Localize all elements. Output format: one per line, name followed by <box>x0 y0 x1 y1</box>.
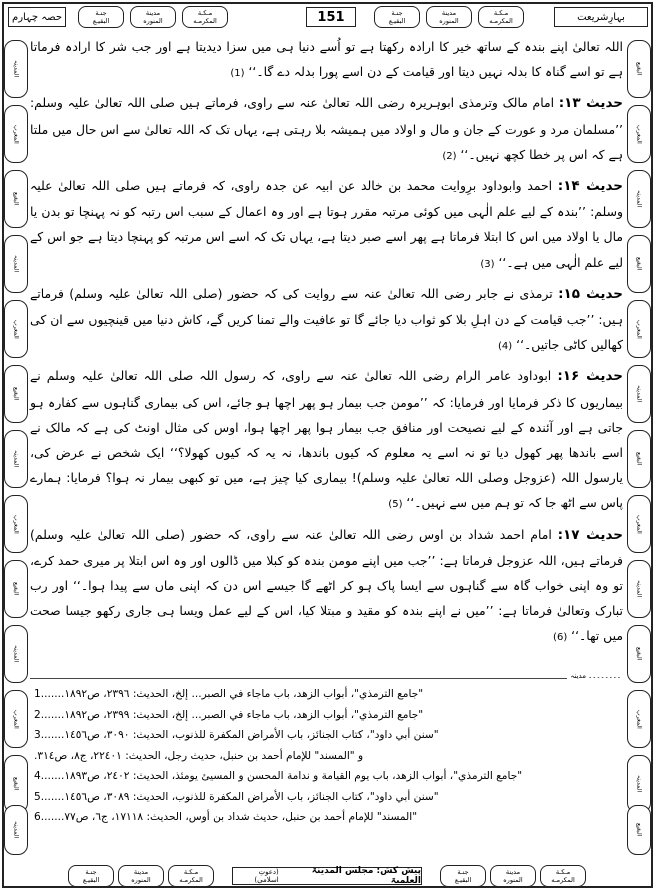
footer-badge-2: مدينة المنوره <box>118 865 164 887</box>
side-marker-right-1: البقیع <box>627 40 651 98</box>
side-marker-left-2: المغرب <box>4 105 28 163</box>
footnote-4: "جامع الترمذي"، أبواب الزهد، باب يوم القيامة و ندامة المحسن و المسيئ يومئذ، الحديث: ٢٤٠٢، ص١٨٩٣. 4...... <box>34 770 523 782</box>
intro-paragraph: اللہ تعالیٰ اپنے بندہ کے ساتھ خیر کا ارادہ رکھتا ہے تو اُسے دنیا ہی میں سزا دیدیتا ہے اور جب شر کا ارادہ فرماتا ہے تو اسے گناہ کا بدلہ نہیں دیتا اور قیامت کے دن اسے پورا بدلہ دے گا۔‘‘ (1) <box>30 39 623 80</box>
side-marker-left-5: المغرب <box>4 300 28 358</box>
side-marker-right-7: البقیع <box>627 430 651 488</box>
side-marker-right-5: المغرب <box>627 300 651 358</box>
footer-badge-3: مـكـة المكرمـه <box>168 865 214 887</box>
footnotes-header: ۔۔۔۔۔۔۔۔ مدینہ <box>567 672 624 680</box>
footnote-6: "المسند" للإمام أحمد بن حنبل، حديث شداد بن أوس، الحديث: ١٧١١٨، ج٦، ص٧٧. 6...... <box>34 811 418 823</box>
side-marker-left-9: البقیع <box>4 560 28 618</box>
footnote-5: "سنن أبي داود"، كتاب الجنائز، باب الأمراض المكفرة للذنوب، الحديث: ٣٠٨٩، ص١٤٥٦. 5...... <box>34 790 439 803</box>
side-marker-left-8: المغرب <box>4 495 28 553</box>
side-marker-right-3: المدینہ <box>627 170 651 228</box>
footnote-2: "جامع الترمذي"، أبواب الزهد، باب ماجاء في الصبر... إلخ، الحديث: ٢٣٩٩، ص١٨٩٢. 2...... <box>34 708 424 721</box>
hadith-14: حدیث ۱۴: احمد وابوداود برِوایت محمد بن خالد عن ابیہ عن جدہ راوی، کہ فرماتے ہیں صلی اللہ تعالیٰ علیہ وسلم: ’’بندہ کے لیے علم الٰہی میں کوئی مرتبہ مقرر ہوتا ہے اور وہ اعمال کے سبب اس رتبہ کو نہ پہنچا تو بدن یا مال یا اولاد میں اس کا ابتلا فرماتا ہے پھر اسے صبر دیتا ہے، یہاں تک کہ اسے اس مرتبہ کو پہنچا دیتا ہے جو اس کے لیے علم الٰہی میں ہے۔‘‘ (3) <box>30 178 623 270</box>
hadith-13: حدیث ۱۳: امام مالک وترمذی ابوہریرہ رضی اللہ تعالیٰ عنہ سے راوی، فرماتے ہیں صلی اللہ تعالیٰ علیہ وسلم: ’’مسلمان مرد و عورت کے جان و مال و اولاد میں ہمیشہ بلا رہتی ہے، یہاں تک کہ اللہ تعالیٰ سے اس حال میں ملتا ہے کہ اس پر خطا کچھ نہیں۔‘‘ (2) <box>30 95 623 162</box>
side-marker-right-9: المدینہ <box>627 560 651 618</box>
page-header <box>6 5 651 29</box>
header-badge-5: مدينة المنوره <box>426 6 472 28</box>
side-marker-right-6: المدینہ <box>627 365 651 423</box>
footer-badge-1: جنـة البقيـع <box>68 865 114 887</box>
footer-badge-6: مـكـة المكرمـه <box>540 865 586 887</box>
footnote-1: "جامع الترمذي"، أبواب الزهد، باب ماجاء في الصبر... إلخ، الحديث: ٢٣٩٦، ص١٨٩٢. 1...... <box>34 688 424 700</box>
book-title: بہارِشریعت <box>554 7 648 27</box>
side-marker-left-13: المدینہ <box>4 805 28 855</box>
side-marker-right-12: المدینہ <box>627 755 651 813</box>
side-marker-left-4: المدینہ <box>4 235 28 293</box>
side-marker-left-12: البقیع <box>4 755 28 813</box>
footnote-3: "سنن أبي داود"، كتاب الجنائز، باب الأمراض المكفرة للذنوب، الحديث: ٣٠٩٠، ص١٤٥٦. 3...... <box>34 729 439 741</box>
header-badge-3: مـكـة المكرمـه <box>182 6 228 28</box>
side-marker-left-10: المدینہ <box>4 625 28 683</box>
side-marker-right-2: المغرب <box>627 105 651 163</box>
side-marker-right-10: البقیع <box>627 625 651 683</box>
side-marker-left-3: البقیع <box>4 170 28 228</box>
header-badge-6: مـكـة المكرمـه <box>478 6 524 28</box>
side-marker-right-11: المغرب <box>627 690 651 748</box>
publisher-bar: پیش کش: مجلس المدینۃ العلمیۃ (دعوتِ اسلامی) <box>232 867 422 885</box>
page-footer <box>6 865 651 889</box>
header-badge-2: مدينة المنوره <box>130 6 176 28</box>
hadith-16: حدیث ۱۶: ابوداود عامر الرام رضی اللہ تعالیٰ عنہ سے راوی، کہ رسول اللہ صلی اللہ تعالیٰ علیہ وسلم نے بیماریوں کا ذکر فرمایا اور فرمایا: کہ ’’مومن جب بیمار ہو پھر اچھا ہو جائے، اس کی بیماری گناہوں سے کفارہ ہو جاتی ہے اور آئندہ کے لیے نصیحت اور منافق جب بیمار ہوا پھر اچھا ہوا، اوس کی مثال اونٹ کی ہے کہ مالک نے اسے باندھا پھر کھول دیا تو نہ اسے یہ معلوم کہ کیوں باندھا، نہ یہ کہ کیوں کھولا؟‘‘ ایک شخص نے عرض کی، یارسول اللہ (عزوجل وصلی اللہ تعالیٰ علیہ وسلم)! بیماری کیا چیز ہے، میں تو کبھی بیمار نہ ہوا؟ فرمایا: ہمارے پاس سے اٹھ جا کہ تو ہم میں سے نہیں۔‘‘ (5) <box>30 368 623 511</box>
side-marker-left-1: المدینہ <box>4 40 28 98</box>
footnotes <box>30 684 623 828</box>
footnote-3b: و "المسند" للإمام أحمد بن حنبل، حديث رجل، الحديث: ٢٢٤٠١، ج٨، ص٣١٤. <box>34 749 364 762</box>
main-text <box>30 34 623 674</box>
footnote-separator <box>30 678 623 679</box>
header-badge-4: جنـة البقيـع <box>374 6 420 28</box>
side-marker-right-13: البقیع <box>627 805 651 855</box>
side-marker-left-11: المغرب <box>4 690 28 748</box>
side-marker-left-6: البقیع <box>4 365 28 423</box>
side-marker-right-4: البقیع <box>627 235 651 293</box>
part-label: حصہ چہارم <box>8 7 66 27</box>
side-marker-left-7: المدینہ <box>4 430 28 488</box>
side-marker-right-8: المغرب <box>627 495 651 553</box>
hadith-15: حدیث ۱۵: ترمذی نے جابر رضی اللہ تعالیٰ عنہ سے روایت کی کہ حضور (صلی اللہ تعالیٰ علیہ وسلم) فرماتے ہیں: ’’جب قیامت کے دن اہلِ بلا کو ثواب دیا جائے گا تو عافیت والے تمنا کریں گے، کاش دنیا میں قینچیوں سے ان کی کھالیں کاٹی جاتیں۔‘‘ (4) <box>30 285 623 353</box>
footer-badge-5: مدينة المنوره <box>490 865 536 887</box>
footer-badge-4: جنـة البقيـع <box>440 865 486 887</box>
header-badge-1: جنـة البقيـع <box>78 6 124 28</box>
hadith-17: حدیث ۱۷: امام احمد شداد بن اوس رضی اللہ تعالیٰ عنہ سے راوی، کہ حضور (صلی اللہ تعالیٰ علیہ وسلم) فرماتے ہیں، اللہ عزوجل فرماتا ہے: ’’جب میں اپنے مومن بندہ کو کبلا میں ڈالوں اور وہ اس ابتلا پر میری حمد کرے، تو وہ اپنی خواب گاہ سے گناہوں سے ایسا پاک ہو کر اٹھے گا جیسے اس دن کہ اپنی ماں سے پیدا ہوا۔‘‘ اور رب تبارک وتعالیٰ فرماتا ہے: ’’میں نے اپنے بندہ کو مقید و مبتلا کیا، اس کے لیے عمل ویسا ہی جاری رکھو جیسا صحت میں تھا۔‘‘ (6) <box>30 526 623 644</box>
page-number: 151 <box>306 7 356 27</box>
